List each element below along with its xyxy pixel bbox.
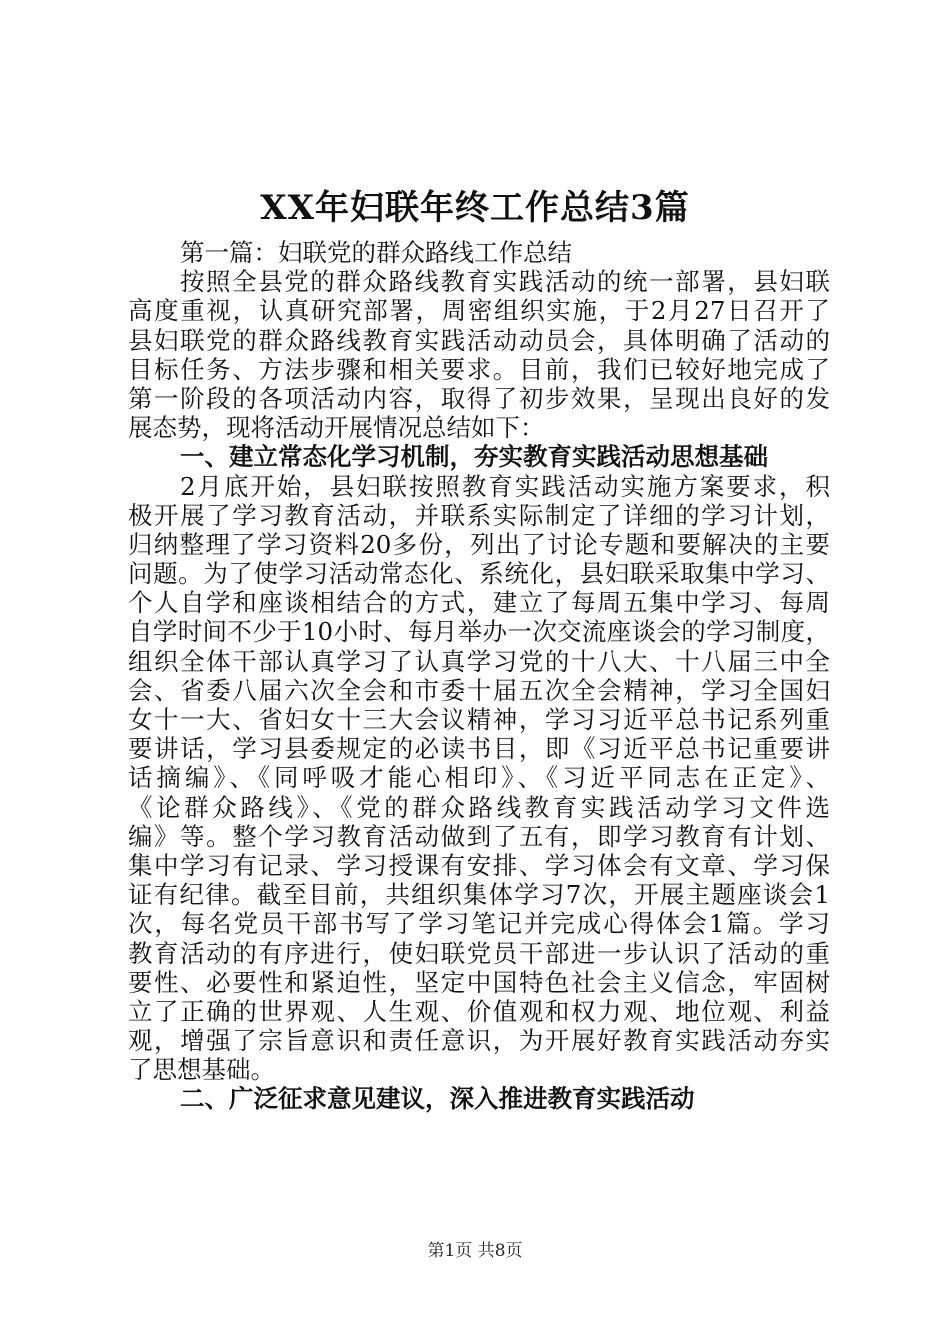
paragraph-line: 目标任务、方法步骤和相关要求。目前，我们已较好地完成了 (128, 354, 830, 384)
paragraph-line: 了思想基础。 (128, 1055, 275, 1085)
paragraph-line: 第一篇：妇联党的群众路线工作总结 (180, 238, 572, 267)
paragraph-line: 按照全县党的群众路线教育实践活动的统一部署，县妇联 (180, 267, 830, 297)
paragraph-line: 归纳整理了学习资料20多份，列出了讨论专题和要解决的主要 (128, 529, 830, 559)
paragraph-line: 自学时间不少于10小时、每月举办一次交流座谈会的学习制度， (128, 617, 830, 647)
paragraph-line: 极开展了学习教育活动，并联系实际制定了详细的学习计划， (128, 500, 830, 530)
paragraph-line: 教育活动的有序进行，使妇联党员干部进一步认识了活动的重 (128, 938, 830, 968)
paragraph-line: 立了正确的世界观、人生观、价值观和权力观、地位观、利益 (128, 996, 830, 1026)
section-heading: 一、建立常态化学习机制，夯实教育实践活动思想基础 (180, 442, 768, 472)
paragraph-line: 会、省委八届六次全会和市委十届五次全会精神，学习全国妇 (128, 675, 830, 705)
paragraph-line: 编》等。整个学习教育活动做到了五有，即学习教育有计划、 (128, 821, 830, 851)
paragraph-line: 话摘编》、《同呼吸才能心相印》、《习近平同志在正定》、 (128, 763, 830, 793)
paragraph-line: 展态势，现将活动开展情况总结如下： (128, 413, 545, 443)
paragraph-line: 要性、必要性和紧迫性，坚定中国特色社会主义信念，牢固树 (128, 967, 830, 997)
paragraph-line: 2月底开始，县妇联按照教育实践活动实施方案要求，积 (180, 471, 830, 501)
paragraph-line: 证有纪律。截至目前，共组织集体学习7次，开展主题座谈会1 (128, 880, 830, 910)
paragraph-line: 县妇联党的群众路线教育实践活动动员会，具体明确了活动的 (128, 325, 830, 355)
paragraph-line: 第一阶段的各项活动内容，取得了初步效果，呈现出良好的发 (128, 383, 830, 413)
document-title: XX年妇联年终工作总结3篇 (260, 188, 690, 228)
paragraph-line: 集中学习有记录、学习授课有安排、学习体会有文章、学习保 (128, 850, 830, 880)
paragraph-line: 要讲话，学习县委规定的必读书目，即《习近平总书记重要讲 (128, 734, 830, 764)
paragraph-line: 观，增强了宗旨意识和责任意识，为开展好教育实践活动夯实 (128, 1026, 830, 1056)
section-heading: 二、广泛征求意见建议，深入推进教育实践活动 (180, 1084, 695, 1114)
paragraph-line: 问题。为了使学习活动常态化、系统化，县妇联采取集中学习、 (128, 559, 830, 589)
document-body (128, 238, 830, 1114)
paragraph-line: 高度重视，认真研究部署，周密组织实施，于2月27日召开了 (128, 296, 830, 326)
paragraph-line: 个人自学和座谈相结合的方式，建立了每周五集中学习、每周 (128, 588, 830, 618)
paragraph-line: 组织全体干部认真学习了认真学习党的十八大、十八届三中全 (128, 646, 830, 676)
page-footer: 第1页 共8页 (427, 1241, 523, 1261)
paragraph-line: 次，每名党员干部书写了学习笔记并完成心得体会1篇。学习 (128, 909, 830, 939)
paragraph-line: 《论群众路线》、《党的群众路线教育实践活动学习文件选 (128, 792, 830, 822)
paragraph-line: 女十一大、省妇女十三大会议精神，学习习近平总书记系列重 (128, 705, 830, 734)
